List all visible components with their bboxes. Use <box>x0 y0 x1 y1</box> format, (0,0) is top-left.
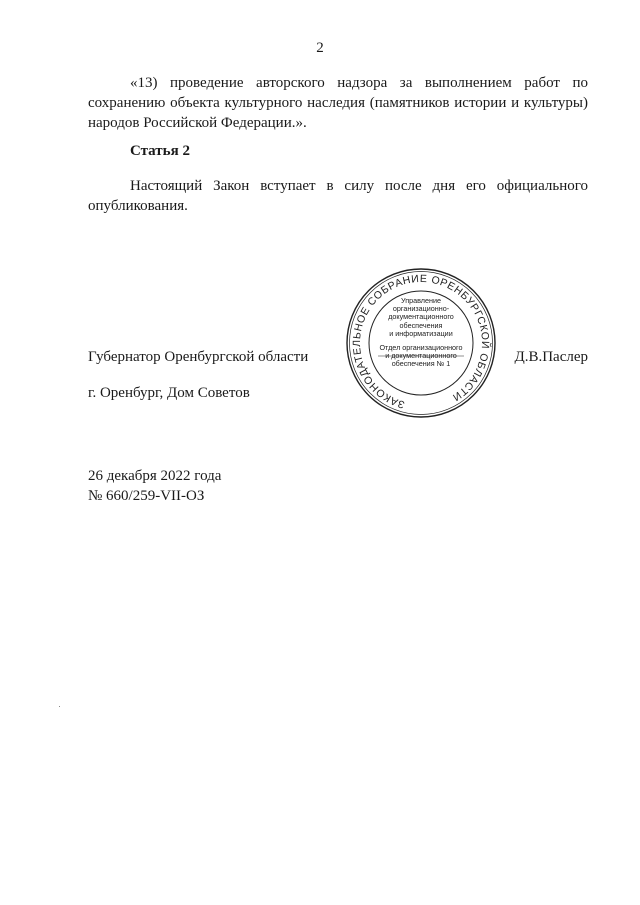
article-heading: Статья 2 <box>130 143 190 159</box>
paragraph-effective-date <box>88 176 588 216</box>
page-number: 2 <box>316 40 324 56</box>
seal-line: Отдел организационного <box>379 343 463 353</box>
seal-line: обеспечения <box>399 320 443 330</box>
official-seal <box>345 267 497 419</box>
seal-line: организационно- <box>392 304 450 314</box>
signing-date: 26 декабря 2022 года <box>88 468 222 484</box>
paragraph-effective-date-text: Настоящий Закон вступает в силу после дня его официального опубликования. <box>88 178 588 214</box>
signatory-title: Губернатор Оренбургской области <box>88 349 309 365</box>
seal-line: Управление <box>401 296 441 305</box>
paragraph-amendment-text: «13) проведение авторского надзора за выполнением работ по сохранению объекта культурного наследия (памятников истории и культуры) народов Российской Федерации.». <box>88 75 588 131</box>
law-number: № 660/259-VII-ОЗ <box>88 488 205 504</box>
seal-line: и информатизации <box>389 328 453 338</box>
seal-inner-text <box>377 297 465 369</box>
seal-line: документационного <box>388 312 454 322</box>
seal-line: и документационного <box>385 351 457 361</box>
signatory-name: Д.В.Паслер <box>514 349 588 365</box>
paragraph-amendment <box>88 73 588 133</box>
signing-place: г. Оренбург, Дом Советов <box>88 385 250 401</box>
scan-speck <box>59 706 60 707</box>
seal-line: обеспечения № 1 <box>391 359 451 369</box>
svg-text:ЗАКОНОДАТЕЛЬНОЕ СОБРАНИЕ ОРЕНБ: ЗАКОНОДАТЕЛЬНОЕ СОБРАНИЕ ОРЕНБУРГСКОЙ ОБЛАСТИ <box>350 272 492 411</box>
